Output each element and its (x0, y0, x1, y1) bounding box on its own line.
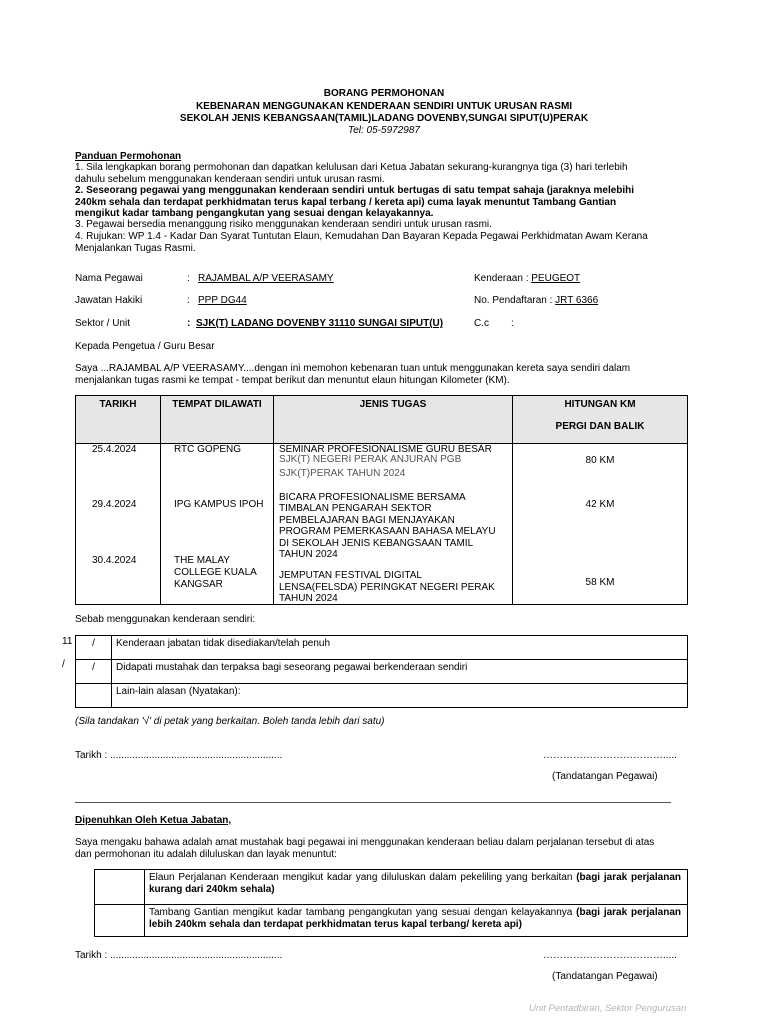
reasons-table (75, 635, 688, 708)
sektor-label: Sektor / Unit (75, 318, 131, 329)
panduan-point-3: 3. Pegawai bersedia menanggung risiko menggunakan kenderaan sendiri untuk urusan rasmi. (75, 219, 492, 230)
jawatan-colon: : (187, 295, 190, 306)
header-tempat: TEMPAT DILAWATI (161, 396, 274, 444)
col-tarikh (76, 444, 161, 605)
row1-km: 80 KM (585, 455, 615, 466)
ketua-option1-checkbox[interactable] (95, 870, 145, 905)
tanda-note: (Sila tandakan '√' di petak yang berkaitan. Boleh tanda lebih dari satu) (75, 716, 385, 727)
ketua-option-2[interactable] (95, 905, 688, 937)
row2-place: IPG KAMPUS IPOH (174, 499, 264, 510)
row2-task-3: PEMBELAJARAN BAGI MENJAYAKAN (279, 515, 455, 526)
intro-b: menjalankan tugas rasmi ke tempat - tempat berikut dan menuntut elaun hitungan Kilometer (KM). (75, 374, 510, 386)
row2-km: 42 KM (585, 499, 615, 510)
reason2-margin-mark: / (62, 659, 65, 670)
ketua-option2-b: (bagi jarak perjalanan lebih 240km sehala dan terdapat perkhidmatan terus kapal terbang/ kereta api) (149, 907, 681, 930)
ketua-option-1[interactable] (95, 870, 688, 905)
ketua-option1-a: Elaun Perjalanan Kenderaan mengikut kadar yang diluluskan dalam pekeliling yang berkaitan (149, 872, 577, 883)
row2-task-6: TAHUN 2024 (279, 549, 338, 560)
kenderaan-field (474, 273, 580, 284)
panduan-point-2 (75, 185, 676, 220)
panduan-2a: Seseorang pegawai yang menggunakan kenderaan sendiri untuk bertugas di satu tempat sahaja (jaraknya melebihi (83, 185, 635, 196)
row3-date: 30.4.2024 (92, 555, 137, 566)
nama-value: RAJAMBAL A/P VEERASAMY (198, 273, 334, 284)
ketua-option2-a: Tambang Gantian mengikut kadar tambang pengangkutan yang sesuai dengan kelayakannya (149, 907, 577, 918)
row3-task-1: JEMPUTAN FESTIVAL DIGITAL (279, 570, 422, 581)
jawatan-label: Jawatan Hakiki (75, 295, 143, 306)
reason2-text: Didapati mustahak dan terpaksa bagi seseorang pegawai berkenderaan sendiri (112, 660, 688, 684)
footer-note: Unit Pentadbiran, Sektor Pengurusan (529, 1003, 687, 1014)
header-km-line2: PERGI DAN BALIK (555, 421, 645, 432)
panduan-point-1 (75, 162, 676, 185)
kenderaan-label: Kenderaan : (474, 273, 532, 284)
signature-line-2[interactable]: ………………………………..... (543, 950, 677, 961)
nama-label: Nama Pegawai (75, 273, 143, 284)
ketua-p2: dan permohonan itu adalah diluluskan dan layak menuntut: (75, 848, 337, 860)
form-title: BORANG PERMOHONAN (323, 88, 445, 99)
panduan-1b: dahulu sebelum menggunakan kenderaan sendiri untuk urusan rasmi. (75, 173, 385, 185)
kenderaan-value: PEUGEOT (531, 273, 581, 284)
school-name: SEKOLAH JENIS KEBANGSAAN(TAMIL)LADANG DOVENBY,SUNGAI SIPUT(U)PERAK (179, 113, 589, 124)
row3-place-1: THE MALAY (174, 555, 230, 566)
school-tel: Tel: 05-5972987 (348, 125, 420, 136)
header-km-line1: HITUNGAN KM (564, 399, 636, 410)
ketua-p1: Saya mengaku bahawa adalah amat mustahak bagi pegawai ini menggunakan kenderaan beliau dalam perjalanan tersebut di atas (75, 837, 655, 848)
reason1-checkbox[interactable]: / (76, 636, 112, 660)
col-tempat (161, 444, 274, 605)
panduan-4a: 4. Rujukan: WP 1.4 - Kadar Dan Syarat Tuntutan Elaun, Kemudahan Dan Bayaran Kepada Pegawai Perkhidmatan Awam Kerana (75, 231, 648, 242)
ketua-option2-checkbox[interactable] (95, 905, 145, 937)
reason-row-1[interactable] (76, 636, 688, 660)
col-km (513, 444, 688, 605)
row1-date: 25.4.2024 (92, 444, 137, 455)
sebab-label: Sebab menggunakan kenderaan sendiri: (75, 614, 256, 625)
panduan-2b: 240km sehala dan terdapat perkhidmatan terus kapal terbang / kereta api) cuma layak menuntut Tambang Gantian (75, 196, 617, 208)
form-subtitle: KEBENARAN MENGGUNAKAN KENDERAAN SENDIRI UNTUK URUSAN RASMI (195, 101, 573, 112)
row1-place: RTC GOPENG (174, 444, 242, 455)
reason3-checkbox[interactable] (76, 684, 112, 708)
section-divider (75, 802, 671, 803)
row1-task-2: SJK(T) NEGERI PERAK ANJURAN PGB (279, 454, 462, 465)
row1-task-1: SEMINAR PROFESIONALISME GURU BESAR (279, 444, 492, 455)
tasks-table (75, 395, 688, 605)
ketua-title: Dipenuhkan Oleh Ketua Jabatan, (75, 815, 232, 826)
signature-caption-2: (Tandatangan Pegawai) (552, 971, 658, 982)
row3-km: 58 KM (585, 577, 615, 588)
signature-line-1[interactable]: ………………………………..... (543, 750, 677, 761)
reason1-text: Kenderaan jabatan tidak disediakan/telah penuh (112, 636, 688, 660)
tasks-header-row (76, 396, 688, 444)
reason2-checkbox[interactable]: / (76, 660, 112, 684)
pendaftaran-label: No. Pendaftaran : (474, 295, 556, 306)
row2-task-5: DI SEKOLAH JENIS KEBANGSAAN TAMIL (279, 538, 474, 549)
sektor-value: SJK(T) LADANG DOVENBY 31110 SUNGAI SIPUT(U) (196, 318, 444, 329)
intro-a: Saya ...RAJAMBAL A/P VEERASAMY....dengan ini memohon kebenaran tuan untuk menggunakan kereta saya sendiri dalam (75, 363, 631, 374)
ketua-options-table (94, 869, 688, 937)
ketua-option2-text (145, 905, 688, 937)
header-tarikh: TARIKH (76, 396, 161, 444)
ketua-option1-text (145, 870, 688, 905)
row2-task-2: TIMBALAN PENGARAH SEKTOR (279, 503, 432, 514)
panduan-2-num: 2. (75, 185, 84, 196)
row3-place-3: KANGSAR (174, 579, 223, 590)
tasks-body-row (76, 444, 688, 605)
reason-row-3[interactable] (76, 684, 688, 708)
tarikh-line-2[interactable]: Tarikh : .............................................................. (75, 950, 283, 961)
panduan-4b: Menjalankan Tugas Rasmi. (75, 242, 196, 254)
panduan-point-4 (75, 231, 676, 254)
row3-place-2: COLLEGE KUALA (174, 567, 257, 578)
panduan-2c: mengikut kadar tambang pengangkutan yang sesuai dengan kelayakannya. (75, 208, 434, 219)
cc-colon: : (511, 318, 514, 329)
col-jenis (274, 444, 513, 605)
jawatan-value: PPP DG44 (198, 295, 247, 306)
row2-task-4: PROGRAM PEMERKASAAN BAHASA MELAYU (279, 526, 496, 537)
panduan-title: Panduan Permohonan (75, 151, 182, 162)
pendaftaran-field (474, 295, 598, 306)
row3-task-2: LENSA(FELSDA) PERINGKAT NEGERI PERAK (279, 582, 495, 593)
ketua-paragraph (75, 837, 676, 860)
tarikh-line-1[interactable]: Tarikh : .............................................................. (75, 750, 283, 761)
signature-caption-1: (Tandatangan Pegawai) (552, 771, 658, 782)
cc-label: C.c (474, 318, 489, 329)
nama-colon: : (187, 273, 190, 284)
intro-paragraph (75, 363, 676, 386)
row1-task-3: SJK(T)PERAK TAHUN 2024 (279, 468, 406, 479)
reason-row-2[interactable] (76, 660, 688, 684)
kepada-line: Kepada Pengetua / Guru Besar (75, 341, 215, 352)
header-jenis: JENIS TUGAS (274, 396, 513, 444)
row2-date: 29.4.2024 (92, 499, 137, 510)
panduan-1a: 1. Sila lengkapkan borang permohonan dan dapatkan kelulusan dari Ketua Jabatan sekurang-kurangnya tiga (3) hari terlebih (75, 162, 628, 173)
reason1-margin-mark: 11 (62, 636, 73, 647)
row3-task-3: TAHUN 2024 (279, 593, 338, 604)
sektor-colon: : (187, 318, 191, 329)
reason3-text: Lain-lain alasan (Nyatakan): (112, 684, 688, 708)
header-km (513, 396, 688, 444)
pendaftaran-value: JRT 6366 (555, 295, 599, 306)
row2-task-1: BICARA PROFESIONALISME BERSAMA (279, 492, 466, 503)
ketua-option1-b: (bagi jarak perjalanan kurang dari 240km sehala) (149, 872, 681, 895)
